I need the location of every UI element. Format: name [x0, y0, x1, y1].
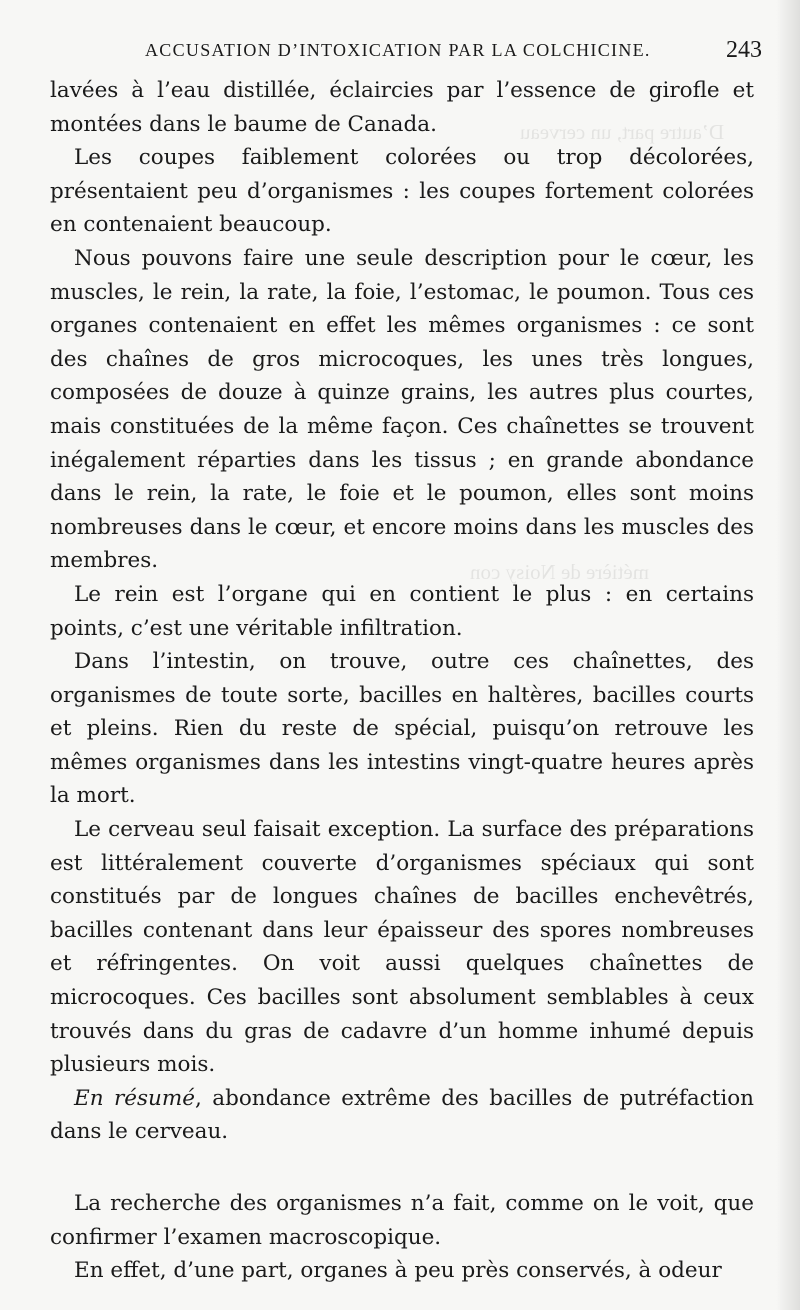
body-text [50, 74, 754, 1288]
paragraph: Le cerveau seul faisait exception. La surface des préparations est littéralement couverte d’organismes spéciaux qui sont constitués par de longues chaînes de bacilles enchevêtrés, bacilles contenant dans leur épaisseur des spores nombreuses et réfringentes. On voit aussi quelques chaînettes de microcoques. Ces bacilles sont absolument semblables à ceux trouvés dans du gras de cadavre d’un homme inhumé depuis plusieurs mois. [50, 817, 754, 1078]
paragraph-gap [50, 1149, 754, 1187]
page-number: 243 [726, 37, 762, 63]
page-edge-shadow [776, 0, 800, 1310]
paragraph: Les coupes faiblement colorées ou trop décolorées, présentaient peu d’organismes : les coupes fortement colorées en contenaient beaucoup. [50, 145, 754, 238]
paragraph: Nous pouvons faire une seule description pour le cœur, les muscles, le rein, la rate, la foie, l’estomac, le poumon. Tous ces organes contenaient en effet les mêmes organismes : ce sont des chaînes de gros microcoques, les unes très longues, composées de douze à quinze grains, les autres plus courtes, mais constituées de la même façon. Ces chaînettes se trouvent inégalement réparties dans les tissus ; en grande abondance dans le rein, la rate, le foie et le poumon, elles sont moins nombreuses dans le cœur, et encore moins dans les muscles des membres. [50, 245, 754, 574]
bleed-through-text: D’autre part, un cerveau [520, 120, 725, 144]
paragraph-text: , abondance extrême des bacilles de putréfaction dans le cerveau. [50, 1085, 754, 1145]
paragraph: lavées à l’eau distillée, éclaircies par l’essence de girofle et montées dans le baume de Canada. [50, 78, 754, 137]
page-header [50, 36, 762, 76]
running-title: ACCUSATION D’INTOXICATION PAR LA COLCHICINE. [145, 40, 651, 60]
bleed-through-text: métière de Noisy con [470, 560, 650, 584]
paragraph: Le rein est l’organe qui en contient le plus : en certains points, c’est une véritable infiltration. [50, 581, 754, 641]
paragraph [50, 1082, 754, 1149]
italic-phrase: En résumé [74, 1085, 195, 1111]
paragraph: En effet, d’une part, organes à peu près conservés, à odeur [74, 1258, 722, 1284]
paragraph: Dans l’intestin, on trouve, outre ces chaînettes, des organismes de toute sorte, bacilles en haltères, bacilles courts et pleins. Rien du reste de spécial, puisqu’on retrouve les mêmes organismes dans les intestins vingt-quatre heures après la mort. [50, 649, 754, 809]
paragraph: La recherche des organismes n’a fait, comme on le voit, que confirmer l’examen macroscopique. [50, 1191, 754, 1250]
